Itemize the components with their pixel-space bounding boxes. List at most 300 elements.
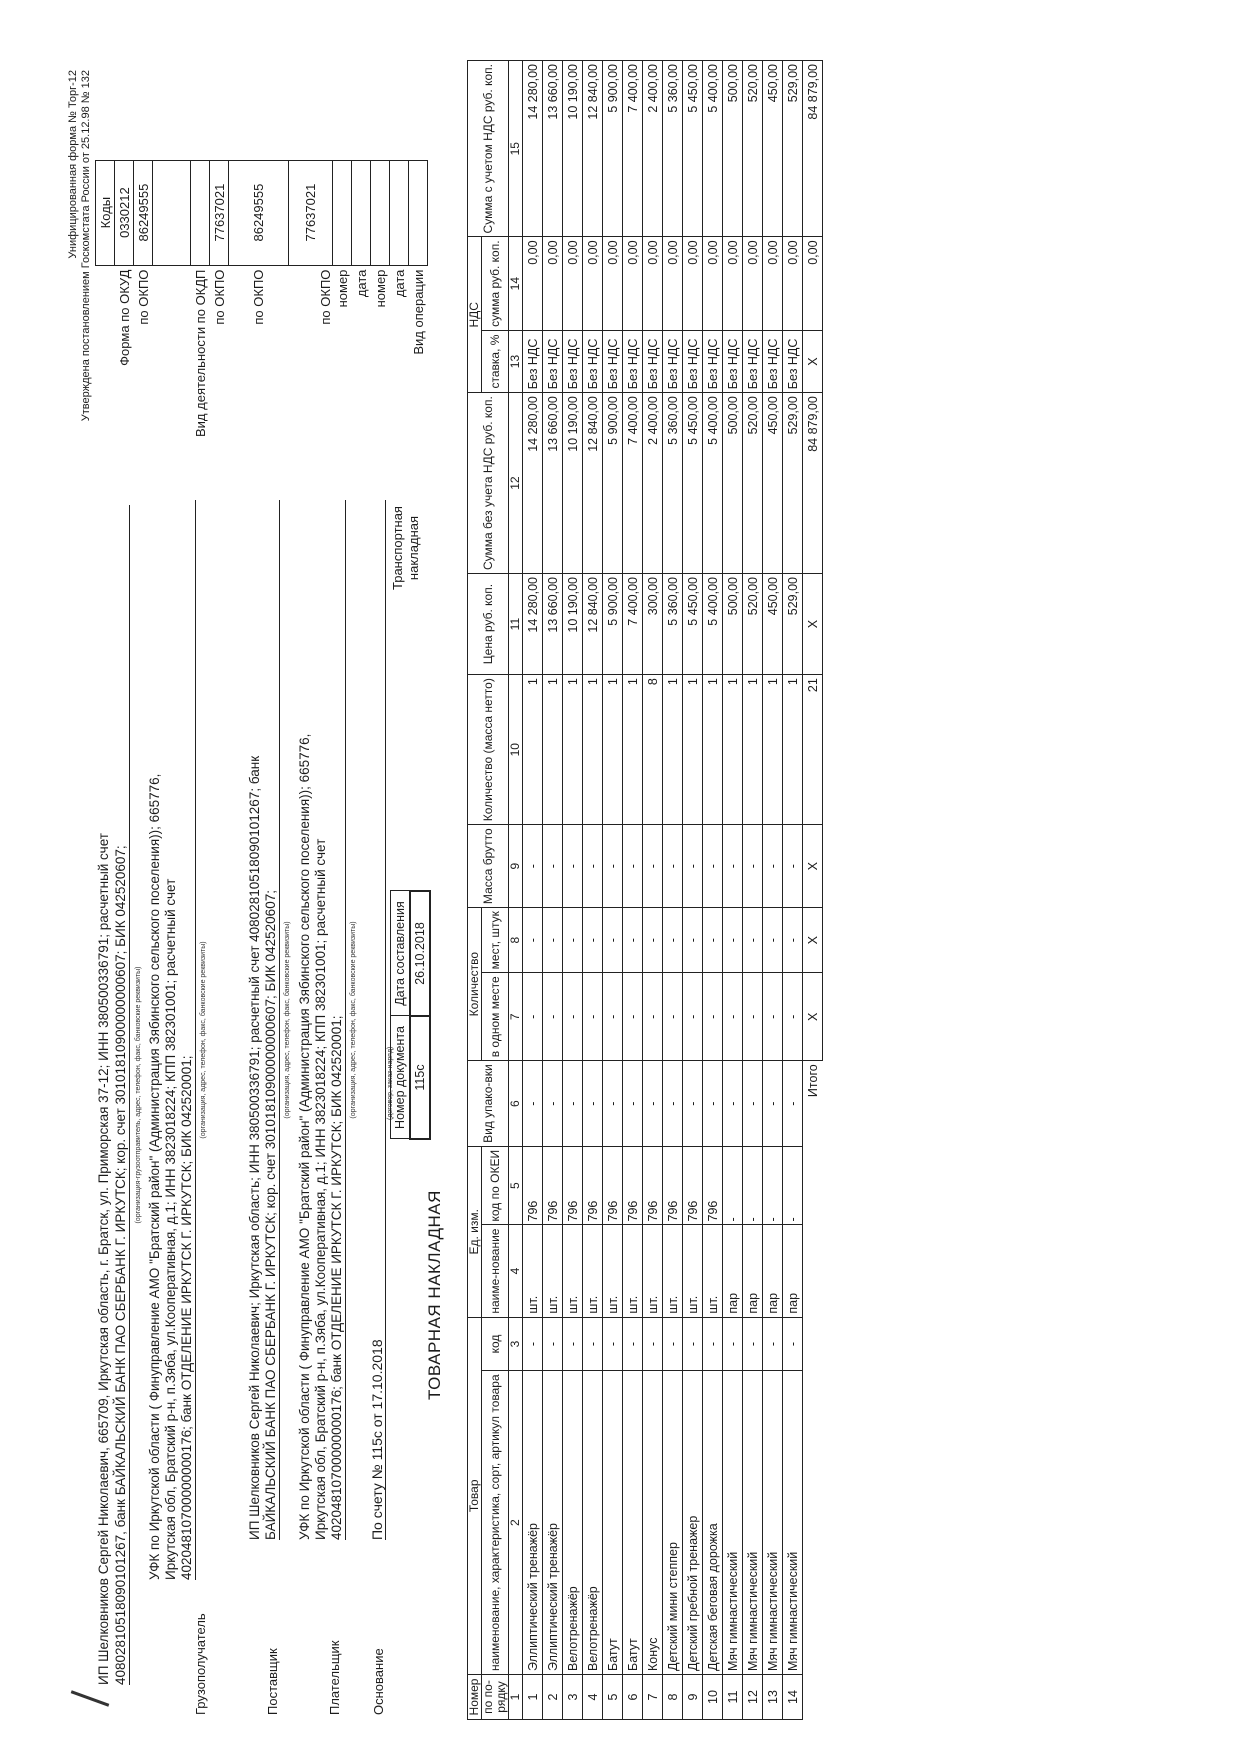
cell-price: 529,00 xyxy=(783,574,803,675)
okpo-value: 86249555 xyxy=(134,160,153,265)
cell-okei: 796 xyxy=(543,1146,563,1225)
cell-rate: Без НДС xyxy=(603,330,623,392)
total-sum-with-vat: 84 879,00 xyxy=(803,61,823,237)
cell-price: 12 840,00 xyxy=(583,574,603,675)
column-number: 5 xyxy=(509,1146,523,1225)
cell-code: - xyxy=(763,1317,783,1371)
cell-name: Эллиптический тренажёр xyxy=(543,1371,563,1675)
cell-gross: - xyxy=(703,825,723,908)
cell-n: 9 xyxy=(683,1675,703,1720)
cell-per-place: - xyxy=(603,973,623,1061)
okpo-label: по ОКПО xyxy=(135,269,151,325)
cell-unit: шт. xyxy=(523,1225,543,1317)
cell-name: Мяч гимнастический xyxy=(763,1371,783,1675)
items-block xyxy=(467,60,823,1720)
cell-n: 10 xyxy=(703,1675,723,1720)
cell-sum: 14 280,00 xyxy=(523,393,543,574)
cell-okei: - xyxy=(743,1146,763,1225)
empty-cell xyxy=(803,1371,823,1675)
cell-vat: 0,00 xyxy=(743,237,763,330)
cell-price: 5 360,00 xyxy=(663,574,683,675)
cell-rate: Без НДС xyxy=(543,330,563,392)
cell-places: - xyxy=(743,908,763,973)
cell-name: Мяч гимнастический xyxy=(743,1371,763,1675)
table-row xyxy=(523,61,543,1720)
header-unit-name: наиме-нование xyxy=(482,1225,509,1317)
column-number: 11 xyxy=(509,574,523,675)
cell-name: Велотренажёр xyxy=(563,1371,583,1675)
supplier-okpo-value: 86249555 xyxy=(229,160,289,265)
cell-pack: - xyxy=(543,1061,563,1147)
table-row xyxy=(683,61,703,1720)
total-qty: 21 xyxy=(803,675,823,825)
cell-sum: 5 450,00 xyxy=(683,393,703,574)
table-row xyxy=(783,61,803,1720)
cell-per-place: - xyxy=(663,973,683,1061)
date-label: дата xyxy=(353,269,369,298)
cell-total: 7 400,00 xyxy=(623,61,643,237)
cell-okei: 796 xyxy=(523,1146,543,1225)
cell-places: - xyxy=(623,908,643,973)
column-number: 15 xyxy=(509,61,523,237)
table-row xyxy=(603,61,623,1720)
cell-rate: Без НДС xyxy=(763,330,783,392)
cell-gross: - xyxy=(623,825,643,908)
okud-label: Форма по ОКУД xyxy=(116,269,132,366)
total-places: X xyxy=(803,908,823,973)
tn-date-label: дата xyxy=(391,269,407,298)
supplier-line: ИП Шелковников Сергей Николаевич; Иркутская область; ИНН 380500336791; расчетный счет 40802810518090101267; банк xyxy=(247,755,262,1540)
cell-okei: - xyxy=(723,1146,743,1225)
cell-pack: - xyxy=(683,1061,703,1147)
cell-sum: 450,00 xyxy=(763,393,783,574)
cell-places: - xyxy=(683,908,703,973)
table-row xyxy=(563,61,583,1720)
cell-per-place: - xyxy=(543,973,563,1061)
cell-qty: 1 xyxy=(563,675,583,825)
okpo2-value: 77637021 xyxy=(210,160,229,265)
total-sum: 84 879,00 xyxy=(803,393,823,574)
cell-code: - xyxy=(663,1317,683,1371)
header-net-qty: Количество (масса нетто) xyxy=(468,675,509,825)
column-number: 6 xyxy=(509,1061,523,1147)
cell-name: Конус xyxy=(643,1371,663,1675)
cell-gross: - xyxy=(723,825,743,908)
cell-name: Детский мини степпер xyxy=(663,1371,683,1675)
cell-pack: - xyxy=(623,1061,643,1147)
cell-total: 5 400,00 xyxy=(703,61,723,237)
document-number-header: Номер документа xyxy=(391,1016,411,1139)
cell-per-place: - xyxy=(563,973,583,1061)
op-type-label: Вид операции xyxy=(410,269,426,355)
cell-n: 12 xyxy=(743,1675,763,1720)
cell-name: Мяч гимнастический xyxy=(783,1371,803,1675)
cell-unit: пар xyxy=(783,1225,803,1317)
header-goods: Товар xyxy=(468,1317,482,1674)
cell-places: - xyxy=(523,908,543,973)
cell-okei: 796 xyxy=(563,1146,583,1225)
cell-pack: - xyxy=(583,1061,603,1147)
header-sum-with-vat: Сумма с учетом НДС руб. коп. xyxy=(468,61,509,237)
header-places: мест, штук xyxy=(482,908,509,973)
cell-n: 7 xyxy=(643,1675,663,1720)
cell-gross: - xyxy=(523,825,543,908)
cell-total: 520,00 xyxy=(743,61,763,237)
cell-gross: - xyxy=(563,825,583,908)
cell-places: - xyxy=(663,908,683,973)
transport-label-line: накладная xyxy=(406,515,421,581)
payer-caption: (организация, адрес, телефон, факс, банковские реквизиты) xyxy=(350,921,357,1119)
codes-table xyxy=(95,160,428,440)
cell-sum: 12 840,00 xyxy=(583,393,603,574)
cell-code: - xyxy=(783,1317,803,1371)
items-body xyxy=(523,61,823,1720)
header-code: код xyxy=(482,1317,509,1371)
header-gross: Масса брутто xyxy=(468,825,509,908)
consignee-block xyxy=(147,500,212,1580)
shipper-block xyxy=(95,505,147,1685)
cell-code: - xyxy=(603,1317,623,1371)
payer-okpo-label: по ОКПО xyxy=(317,269,333,325)
payer-label: Плательщик xyxy=(327,1640,342,1715)
cell-code: - xyxy=(683,1317,703,1371)
table-row xyxy=(723,61,743,1720)
cell-name: Мяч гимнастический xyxy=(723,1371,743,1675)
cell-sum: 5 360,00 xyxy=(663,393,683,574)
cell-total: 529,00 xyxy=(783,61,803,237)
cell-vat: 0,00 xyxy=(783,237,803,330)
cell-per-place: - xyxy=(783,973,803,1061)
table-row xyxy=(543,61,563,1720)
cell-price: 14 280,00 xyxy=(523,574,543,675)
column-number: 1 xyxy=(509,1675,523,1720)
payer-block xyxy=(297,500,362,1540)
cell-total: 5 360,00 xyxy=(663,61,683,237)
cell-code: - xyxy=(723,1317,743,1371)
column-number: 2 xyxy=(509,1371,523,1675)
cell-qty: 1 xyxy=(743,675,763,825)
okpo2-label: по ОКПО xyxy=(211,269,227,325)
cell-n: 13 xyxy=(763,1675,783,1720)
cell-qty: 1 xyxy=(763,675,783,825)
column-number: 8 xyxy=(509,908,523,973)
document-date: 26.10.2018 xyxy=(410,891,430,1016)
cell-qty: 1 xyxy=(703,675,723,825)
cell-okei: 796 xyxy=(583,1146,603,1225)
consignee-line: 40204810700000000176; банк ОТДЕЛЕНИЕ ИРКУТСК Г. ИРКУТСК; БИК 042520001; xyxy=(179,500,196,1580)
cell-vat: 0,00 xyxy=(763,237,783,330)
cell-places: - xyxy=(643,908,663,973)
cell-unit: шт. xyxy=(603,1225,623,1317)
cell-sum: 13 660,00 xyxy=(543,393,563,574)
cell-gross: - xyxy=(603,825,623,908)
header-okei: код по ОКЕИ xyxy=(482,1146,509,1225)
table-row xyxy=(663,61,683,1720)
cell-code: - xyxy=(743,1317,763,1371)
supplier-label: Поставщик xyxy=(265,1648,280,1715)
consignee-line: УФК по Иркутской области ( Финуправление АМО "Братский район" (Администрация Зябинского сельского поселения)); 665776, xyxy=(147,773,162,1580)
cell-rate: Без НДС xyxy=(583,330,603,392)
cell-unit: шт. xyxy=(703,1225,723,1317)
cell-total: 2 400,00 xyxy=(643,61,663,237)
cell-name: Батут xyxy=(623,1371,643,1675)
cell-total: 10 190,00 xyxy=(563,61,583,237)
cell-vat: 0,00 xyxy=(703,237,723,330)
table-row xyxy=(623,61,643,1720)
cell-places: - xyxy=(543,908,563,973)
cell-sum: 500,00 xyxy=(723,393,743,574)
cell-gross: - xyxy=(663,825,683,908)
cell-pack: - xyxy=(703,1061,723,1147)
cell-gross: - xyxy=(643,825,663,908)
cell-qty: 1 xyxy=(603,675,623,825)
consignee-line: Иркутская обл, Братский р-н, п.Зяба, ул.Кооперативная, д.1; ИНН 3823018224; КПП 382301001; расчетный счет xyxy=(163,878,178,1580)
form-decree: Утверждена постановлением Госкомстата России от 25.12.98 № 132 xyxy=(80,70,92,422)
supplier-okpo-label: по ОКПО xyxy=(251,269,266,325)
column-number: 7 xyxy=(509,973,523,1061)
items-table xyxy=(467,60,823,1720)
cell-price: 5 900,00 xyxy=(603,574,623,675)
cell-code: - xyxy=(583,1317,603,1371)
cell-per-place: - xyxy=(703,973,723,1061)
document-number-table xyxy=(390,890,431,1140)
payer-okpo-value: 77637021 xyxy=(289,160,333,265)
cell-code: - xyxy=(703,1317,723,1371)
cell-okei: 796 xyxy=(623,1146,643,1225)
basis-label: Основание xyxy=(371,1648,386,1715)
document-number: 115с xyxy=(410,1016,430,1139)
cell-name: Велотренажёр xyxy=(583,1371,603,1675)
cell-qty: 1 xyxy=(623,675,643,825)
cell-price: 13 660,00 xyxy=(543,574,563,675)
empty-cell xyxy=(803,1225,823,1317)
table-row xyxy=(643,61,663,1720)
cell-per-place: - xyxy=(623,973,643,1061)
header-qty: Количество xyxy=(468,908,482,1061)
cell-code: - xyxy=(523,1317,543,1371)
cell-price: 500,00 xyxy=(723,574,743,675)
cell-qty: 8 xyxy=(643,675,663,825)
cell-okei: 796 xyxy=(643,1146,663,1225)
document-date-header: Дата составления xyxy=(391,891,411,1016)
cell-code: - xyxy=(643,1317,663,1371)
cell-n: 6 xyxy=(623,1675,643,1720)
cell-places: - xyxy=(783,908,803,973)
cell-per-place: - xyxy=(643,973,663,1061)
cell-total: 500,00 xyxy=(723,61,743,237)
cell-okei: - xyxy=(763,1146,783,1225)
cell-sum: 5 900,00 xyxy=(603,393,623,574)
total-price: X xyxy=(803,574,823,675)
payer-line: Иркутская обл, Братский р-н, п.Зяба, ул.Кооперативная, д.1; ИНН 3823018224; КПП 382301001; расчетный счет xyxy=(313,838,328,1540)
okud-value: 0330212 xyxy=(115,160,134,265)
cell-okei: 796 xyxy=(663,1146,683,1225)
header-price: Цена руб. коп. xyxy=(468,574,509,675)
cell-sum: 7 400,00 xyxy=(623,393,643,574)
cell-n: 4 xyxy=(583,1675,603,1720)
cell-total: 5 450,00 xyxy=(683,61,703,237)
cell-vat: 0,00 xyxy=(683,237,703,330)
cell-places: - xyxy=(583,908,603,973)
cell-per-place: - xyxy=(763,973,783,1061)
cell-price: 450,00 xyxy=(763,574,783,675)
cell-qty: 1 xyxy=(663,675,683,825)
cell-unit: шт. xyxy=(683,1225,703,1317)
document-number-block xyxy=(390,890,431,1140)
cell-unit: пар xyxy=(763,1225,783,1317)
cell-qty: 1 xyxy=(543,675,563,825)
cell-rate: Без НДС xyxy=(523,330,543,392)
cell-gross: - xyxy=(683,825,703,908)
table-row xyxy=(703,61,723,1720)
cell-code: - xyxy=(563,1317,583,1371)
form-approval xyxy=(67,70,93,421)
cell-rate: Без НДС xyxy=(563,330,583,392)
codes-title: Коды xyxy=(96,160,115,265)
total-vat: 0,00 xyxy=(803,237,823,330)
cell-okei: - xyxy=(783,1146,803,1225)
cell-places: - xyxy=(723,908,743,973)
cell-per-place: - xyxy=(683,973,703,1061)
cell-name: Батут xyxy=(603,1371,623,1675)
cell-pack: - xyxy=(603,1061,623,1147)
cell-places: - xyxy=(563,908,583,973)
header-vat-rate: ставка, % xyxy=(482,330,509,392)
cell-okei: 796 xyxy=(703,1146,723,1225)
column-numbers-row xyxy=(509,61,523,1720)
cell-code: - xyxy=(543,1317,563,1371)
cell-price: 5 450,00 xyxy=(683,574,703,675)
tn-number-label: номер xyxy=(372,269,388,308)
table-row xyxy=(763,61,783,1720)
cell-qty: 1 xyxy=(583,675,603,825)
header-row-no: по по- рядку xyxy=(482,1675,509,1720)
table-row xyxy=(743,61,763,1720)
number-label: номер xyxy=(334,269,350,308)
header-pack: Вид упако-вки xyxy=(468,1061,509,1147)
basis-text: По счету № 115с от 17.10.2018 xyxy=(369,500,386,1540)
codes-block xyxy=(95,160,428,440)
cell-name: Детский гребной тренажер xyxy=(683,1371,703,1675)
cell-sum: 10 190,00 xyxy=(563,393,583,574)
table-row xyxy=(583,61,603,1720)
cell-unit: шт. xyxy=(643,1225,663,1317)
cell-unit: шт. xyxy=(583,1225,603,1317)
cell-places: - xyxy=(603,908,623,973)
shipper-caption: (организация-грузоотправитель, адрес, телефон, факс, банковские реквизиты) xyxy=(135,966,142,1224)
cell-per-place: - xyxy=(583,973,603,1061)
cell-pack: - xyxy=(763,1061,783,1147)
cell-rate: Без НДС xyxy=(643,330,663,392)
cell-name: Детская беговая дорожка xyxy=(703,1371,723,1675)
cell-unit: шт. xyxy=(663,1225,683,1317)
cell-unit: шт. xyxy=(563,1225,583,1317)
supplier-block xyxy=(247,500,296,1540)
column-number: 4 xyxy=(509,1225,523,1317)
cell-per-place: - xyxy=(743,973,763,1061)
cell-name: Эллиптический тренажёр xyxy=(523,1371,543,1675)
cell-qty: 1 xyxy=(683,675,703,825)
cell-total: 14 280,00 xyxy=(523,61,543,237)
okdp-label: Вид деятельности по ОКДП xyxy=(192,269,208,437)
cell-total: 13 660,00 xyxy=(543,61,563,237)
cell-price: 5 400,00 xyxy=(703,574,723,675)
payer-line: 40204810700000000176; банк ОТДЕЛЕНИЕ ИРКУТСК Г. ИРКУТСК; БИК 042520001; xyxy=(329,500,346,1540)
cell-okei: 796 xyxy=(683,1146,703,1225)
cell-unit: шт. xyxy=(623,1225,643,1317)
cell-sum: 529,00 xyxy=(783,393,803,574)
cell-unit: пар xyxy=(743,1225,763,1317)
cell-vat: 0,00 xyxy=(723,237,743,330)
total-gross: X xyxy=(803,825,823,908)
cell-qty: 1 xyxy=(523,675,543,825)
cell-qty: 1 xyxy=(783,675,803,825)
cell-rate: Без НДС xyxy=(743,330,763,392)
cell-sum: 5 400,00 xyxy=(703,393,723,574)
supplier-line: БАЙКАЛЬСКИЙ БАНК ПАО СБЕРБАНК Г. ИРКУТСК; кор. счет 30101810900000000607; БИК 042520607; xyxy=(263,500,280,1540)
cell-rate: Без НДС xyxy=(783,330,803,392)
cell-vat: 0,00 xyxy=(643,237,663,330)
total-per-place: X xyxy=(803,973,823,1061)
cell-vat: 0,00 xyxy=(663,237,683,330)
cell-n: 8 xyxy=(663,1675,683,1720)
torg12-document xyxy=(65,60,1175,1720)
cell-pack: - xyxy=(523,1061,543,1147)
transport-label-line: Транспортная xyxy=(390,506,405,590)
cell-n: 3 xyxy=(563,1675,583,1720)
cell-pack: - xyxy=(563,1061,583,1147)
cell-vat: 0,00 xyxy=(543,237,563,330)
header-vat: НДС xyxy=(468,237,482,393)
header-unit: Ед. изм. xyxy=(468,1146,482,1317)
column-number: 14 xyxy=(509,237,523,330)
basis-caption: (договор, заказ-наряд) xyxy=(387,1046,394,1120)
cell-total: 5 900,00 xyxy=(603,61,623,237)
shipper-line: ИП Шелковников Сергей Николаевич, 665709, Иркутская область, г. Братск, ул. Приморская 37-12; ИНН 380500336791; расчетный счет xyxy=(96,833,111,1685)
shipper-line: 40802810518090101267, банк БАЙКАЛЬСКИЙ БАНК ПАО СБЕРБАНК Г. ИРКУТСК; кор. счет 30101810900000000607; БИК 042520607; xyxy=(112,505,130,1685)
cell-n: 11 xyxy=(723,1675,743,1720)
empty-cell xyxy=(803,1146,823,1225)
cell-unit: шт. xyxy=(543,1225,563,1317)
cell-total: 12 840,00 xyxy=(583,61,603,237)
column-number: 9 xyxy=(509,825,523,908)
cell-sum: 2 400,00 xyxy=(643,393,663,574)
cell-sum: 520,00 xyxy=(743,393,763,574)
cell-total: 450,00 xyxy=(763,61,783,237)
cell-vat: 0,00 xyxy=(563,237,583,330)
cell-qty: 1 xyxy=(723,675,743,825)
cell-rate: Без НДС xyxy=(663,330,683,392)
cell-n: 14 xyxy=(783,1675,803,1720)
cell-n: 1 xyxy=(523,1675,543,1720)
header-per-place: в одном месте xyxy=(482,973,509,1061)
cell-pack: - xyxy=(723,1061,743,1147)
payer-line: УФК по Иркутской области ( Финуправление АМО "Братский район" (Администрация Зябинского сельского поселения)); 665776, xyxy=(297,733,312,1540)
header-sum-no-vat: Сумма без учета НДС руб. коп. xyxy=(468,393,509,574)
column-number: 12 xyxy=(509,393,523,574)
cell-price: 10 190,00 xyxy=(563,574,583,675)
cell-vat: 0,00 xyxy=(623,237,643,330)
cell-vat: 0,00 xyxy=(603,237,623,330)
header-vat-sum: сумма руб. коп. xyxy=(482,237,509,330)
header-name: наименование, характеристика, сорт, артикул товара xyxy=(482,1371,509,1675)
cell-per-place: - xyxy=(523,973,543,1061)
total-rate: X xyxy=(803,330,823,392)
cell-places: - xyxy=(703,908,723,973)
cell-rate: Без НДС xyxy=(723,330,743,392)
cell-vat: 0,00 xyxy=(523,237,543,330)
header-row-no-top: Номер xyxy=(468,1675,482,1720)
